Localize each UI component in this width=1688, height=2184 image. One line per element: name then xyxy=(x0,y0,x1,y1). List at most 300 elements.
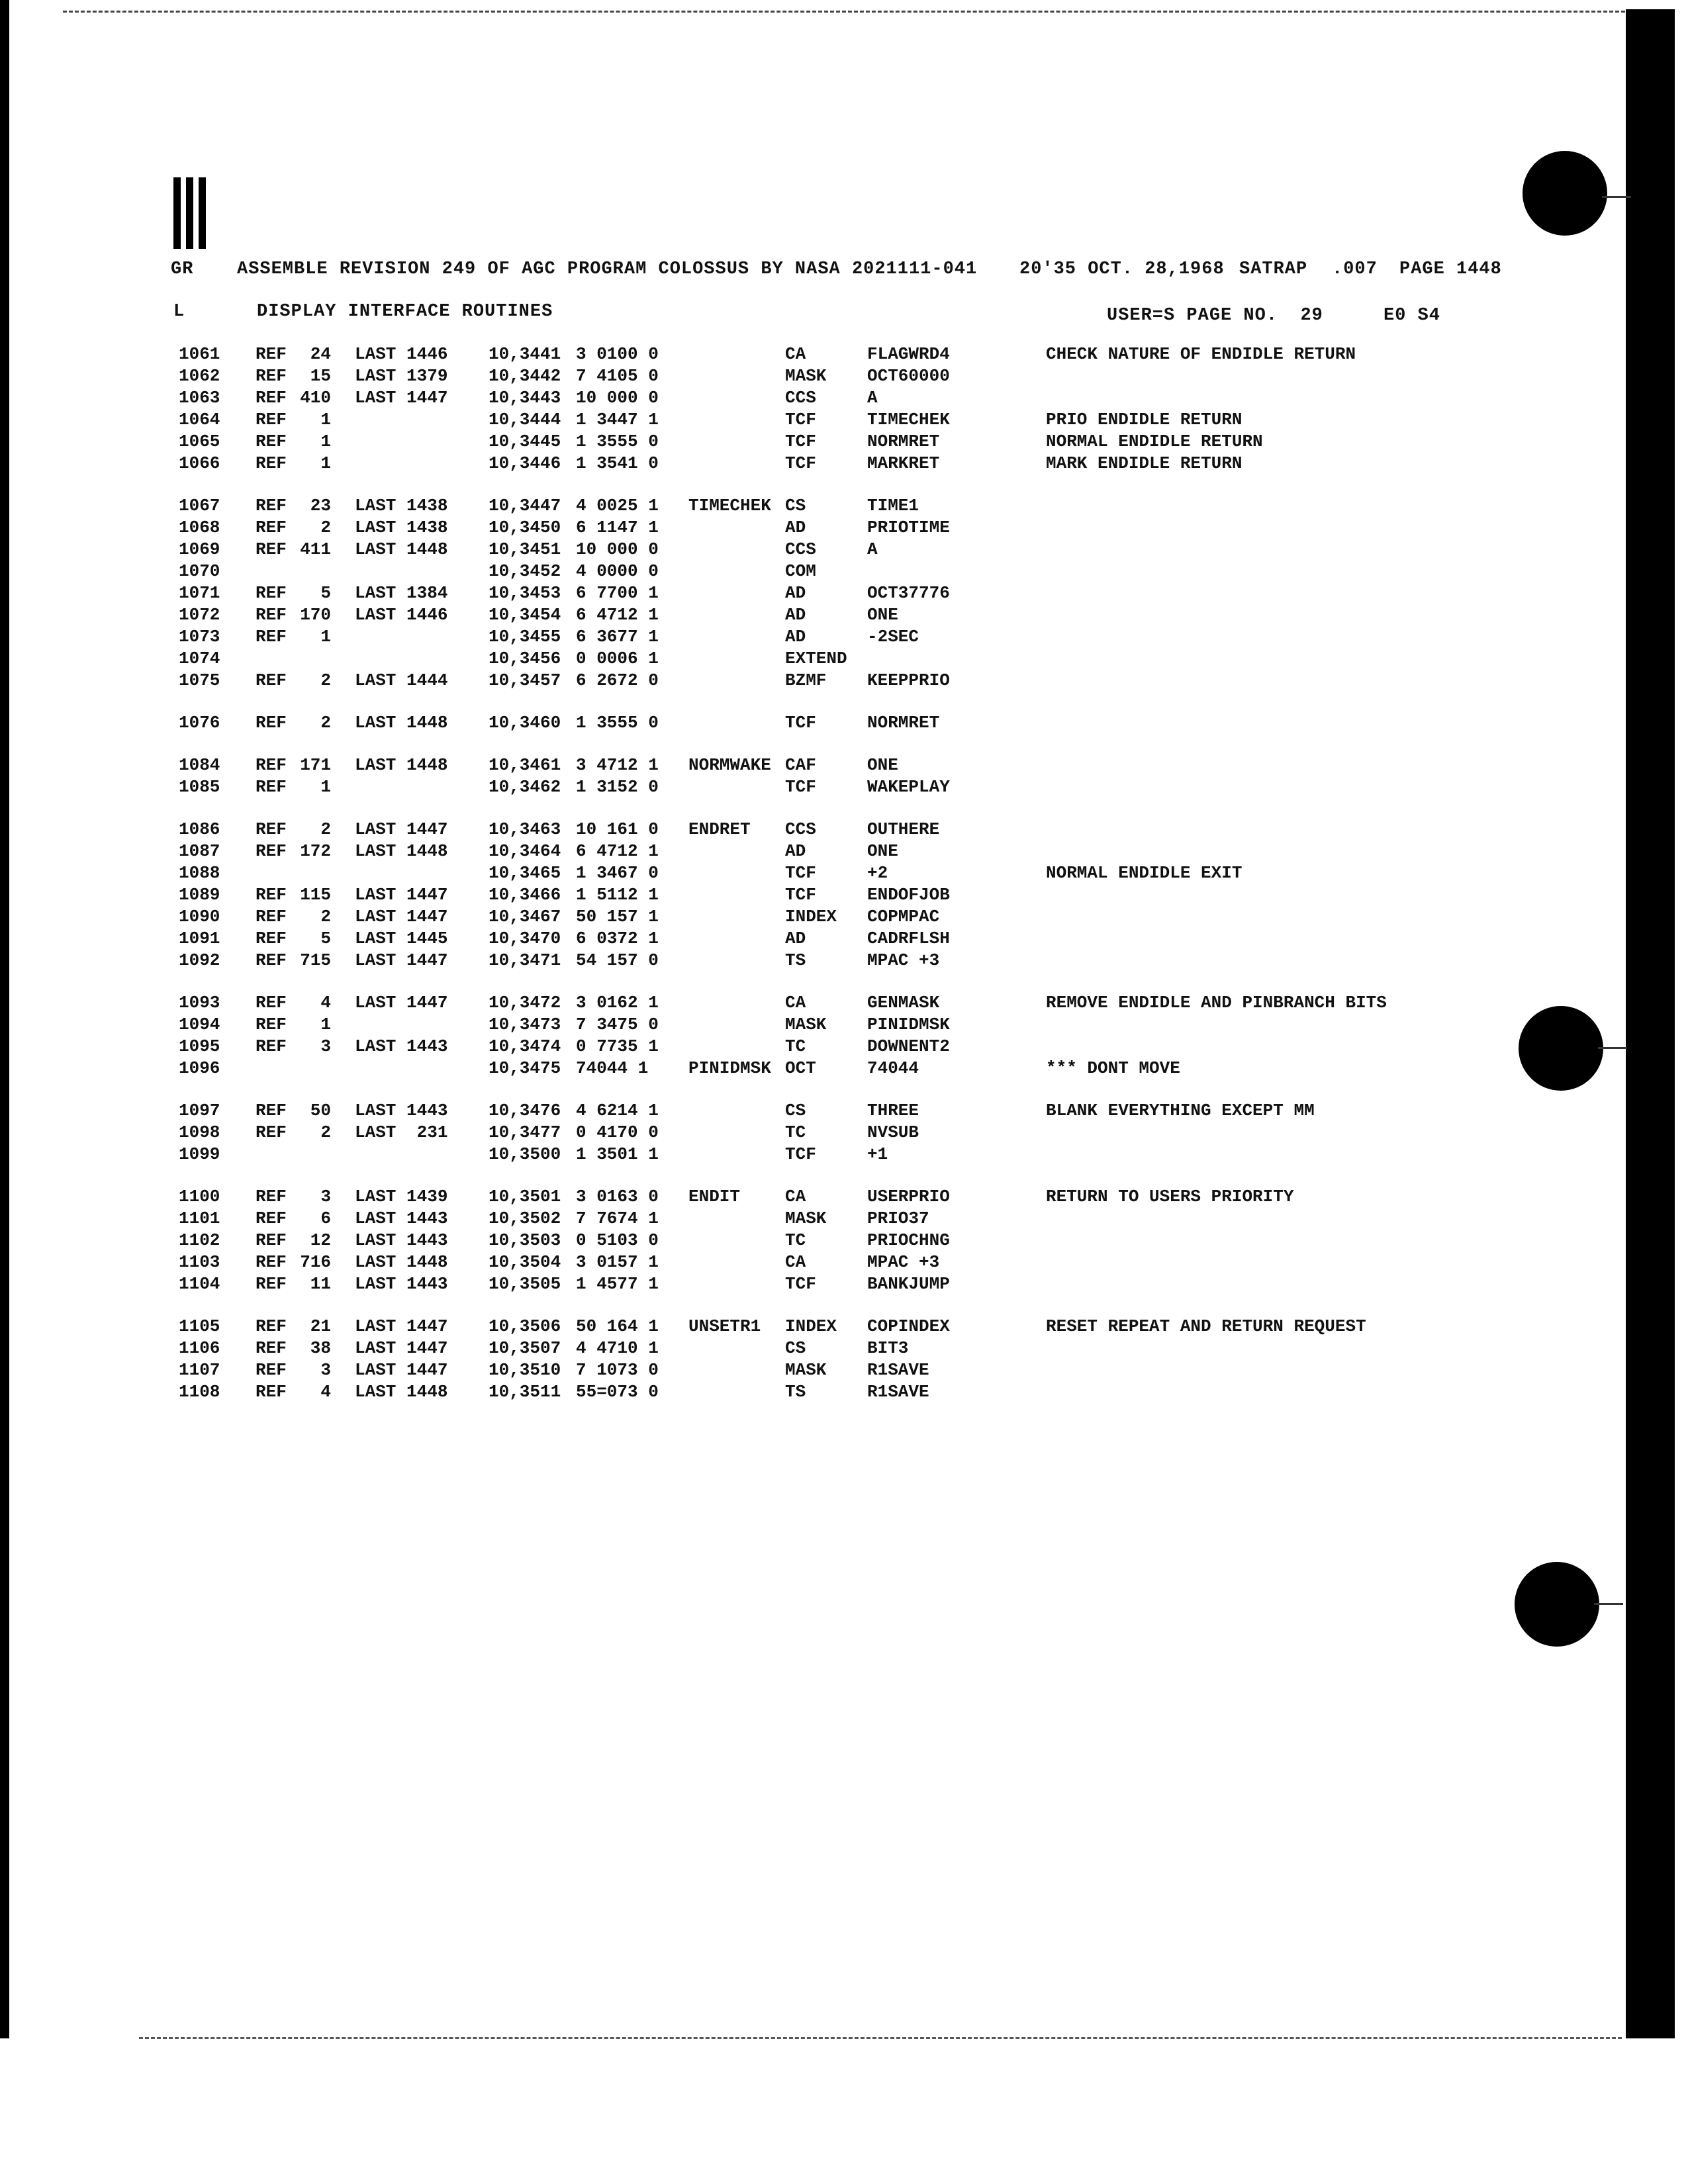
opcode: MASK xyxy=(785,1208,827,1228)
comment: REMOVE ENDIDLE AND PINBRANCH BITS xyxy=(1046,993,1387,1013)
address: 10,3507 xyxy=(489,1338,561,1358)
ref-tag: REF xyxy=(256,627,287,647)
line-number: 1065 xyxy=(179,432,220,451)
last-ref: LAST 1447 xyxy=(355,950,448,970)
listing-row xyxy=(0,344,1622,366)
object-code: 1 3555 0 xyxy=(576,432,659,451)
opcode: TCF xyxy=(785,453,816,473)
listing-row xyxy=(0,432,1622,453)
section-marker: L xyxy=(173,302,185,322)
code-tag: E0 S4 xyxy=(1383,306,1441,326)
last-ref: LAST 1438 xyxy=(355,496,448,516)
operand: A xyxy=(867,539,878,559)
ref-tag: REF xyxy=(256,518,287,537)
opcode: CS xyxy=(785,1101,806,1120)
line-number: 1076 xyxy=(179,713,220,733)
ref-tag: REF xyxy=(256,907,287,927)
last-ref: LAST 231 xyxy=(355,1122,448,1142)
listing-row xyxy=(0,777,1622,799)
listing-row xyxy=(0,1360,1622,1382)
listing-row xyxy=(0,561,1622,583)
line-number: 1099 xyxy=(179,1144,220,1164)
last-ref: LAST 1446 xyxy=(355,344,448,364)
group-gap xyxy=(0,1296,1622,1316)
opcode: TC xyxy=(785,1122,806,1142)
program-name: SATRAP xyxy=(1239,259,1308,279)
last-ref: LAST 1443 xyxy=(355,1036,448,1056)
ref-tag: REF xyxy=(256,1316,287,1336)
address: 10,3471 xyxy=(489,950,561,970)
line-number: 1061 xyxy=(179,344,220,364)
ref-tag: REF xyxy=(256,410,287,430)
operand: CADRFLSH xyxy=(867,929,950,948)
ref-tag: REF xyxy=(256,605,287,625)
address: 10,3511 xyxy=(489,1382,561,1402)
ref-tag: REF xyxy=(256,453,287,473)
operand: +2 xyxy=(867,863,888,883)
opcode: CAF xyxy=(785,755,816,775)
listing-row xyxy=(0,649,1622,670)
object-code: 4 4710 1 xyxy=(576,1338,659,1358)
operand: OUTHERE xyxy=(867,819,940,839)
address: 10,3445 xyxy=(489,432,561,451)
line-number: 1106 xyxy=(179,1338,220,1358)
listing-row xyxy=(0,755,1622,777)
address: 10,3444 xyxy=(489,410,561,430)
operand: THREE xyxy=(867,1101,919,1120)
line-number: 1092 xyxy=(179,950,220,970)
group-gap xyxy=(0,972,1622,993)
object-code: 3 4712 1 xyxy=(576,755,659,775)
listing-row xyxy=(0,1274,1622,1296)
opcode: INDEX xyxy=(785,907,837,927)
address: 10,3505 xyxy=(489,1274,561,1294)
line-number: 1084 xyxy=(179,755,220,775)
operand: KEEPPRIO xyxy=(867,670,950,690)
ref-count: 6 xyxy=(320,1208,331,1228)
ref-count: 410 xyxy=(300,388,331,408)
last-ref: LAST 1447 xyxy=(355,819,448,839)
opcode: TCF xyxy=(785,1274,816,1294)
object-code: 1 3541 0 xyxy=(576,453,659,473)
ref-tag: REF xyxy=(256,713,287,733)
line-number: 1098 xyxy=(179,1122,220,1142)
opcode: BZMF xyxy=(785,670,827,690)
line-number: 1095 xyxy=(179,1036,220,1056)
operand: TIMECHEK xyxy=(867,410,950,430)
listing-row xyxy=(0,907,1622,929)
address: 10,3447 xyxy=(489,496,561,516)
line-number: 1100 xyxy=(179,1187,220,1206)
address: 10,3443 xyxy=(489,388,561,408)
object-code: 0 5103 0 xyxy=(576,1230,659,1250)
operand: ONE xyxy=(867,605,898,625)
last-ref: LAST 1447 xyxy=(355,1360,448,1380)
address: 10,3462 xyxy=(489,777,561,797)
last-ref: LAST 1448 xyxy=(355,755,448,775)
opcode: TCF xyxy=(785,1144,816,1164)
operand: ENDOFJOB xyxy=(867,885,950,905)
ref-tag: REF xyxy=(256,1101,287,1120)
object-code: 1 5112 1 xyxy=(576,885,659,905)
opcode: TCF xyxy=(785,863,816,883)
object-code: 1 3501 1 xyxy=(576,1144,659,1164)
opcode: CCS xyxy=(785,819,816,839)
operand: MPAC +3 xyxy=(867,950,940,970)
listing-row xyxy=(0,366,1622,388)
comment: BLANK EVERYTHING EXCEPT MM xyxy=(1046,1101,1315,1120)
ref-count: 3 xyxy=(320,1036,331,1056)
object-code: 4 6214 1 xyxy=(576,1101,659,1120)
line-number: 1091 xyxy=(179,929,220,948)
object-code: 50 164 1 xyxy=(576,1316,659,1336)
tear-line-bottom xyxy=(139,2037,1622,2039)
ref-count: 1 xyxy=(320,432,331,451)
object-code: 4 0000 0 xyxy=(576,561,659,581)
address: 10,3452 xyxy=(489,561,561,581)
group-gap xyxy=(0,475,1622,496)
address: 10,3446 xyxy=(489,453,561,473)
user-page-number: USER=S PAGE NO. 29 xyxy=(1107,306,1323,326)
operand: NVSUB xyxy=(867,1122,919,1142)
opcode: CA xyxy=(785,344,806,364)
address: 10,3454 xyxy=(489,605,561,625)
ref-count: 2 xyxy=(320,518,331,537)
line-number: 1094 xyxy=(179,1015,220,1034)
object-code: 0 4170 0 xyxy=(576,1122,659,1142)
group-gap xyxy=(0,1166,1622,1187)
line-number: 1072 xyxy=(179,605,220,625)
object-code: 1 4577 1 xyxy=(576,1274,659,1294)
line-number: 1068 xyxy=(179,518,220,537)
operand: 74044 xyxy=(867,1058,919,1078)
address: 10,3473 xyxy=(489,1015,561,1034)
address: 10,3504 xyxy=(489,1252,561,1272)
address: 10,3470 xyxy=(489,929,561,948)
group-gap xyxy=(0,799,1622,819)
ref-count: 50 xyxy=(310,1101,331,1120)
line-number: 1062 xyxy=(179,366,220,386)
ref-count: 2 xyxy=(320,907,331,927)
operand: R1SAVE xyxy=(867,1360,929,1380)
listing-row xyxy=(0,1101,1622,1122)
symbol-label: ENDIT xyxy=(688,1187,741,1206)
last-ref: LAST 1448 xyxy=(355,713,448,733)
comment: MARK ENDIDLE RETURN xyxy=(1046,453,1243,473)
ref-count: 2 xyxy=(320,1122,331,1142)
object-code: 1 3467 0 xyxy=(576,863,659,883)
punch-hole-top xyxy=(1523,151,1607,236)
line-number: 1090 xyxy=(179,907,220,927)
object-code: 6 1147 1 xyxy=(576,518,659,537)
ref-tag: REF xyxy=(256,950,287,970)
line-number: 1101 xyxy=(179,1208,220,1228)
opcode: MASK xyxy=(785,1360,827,1380)
listing-row xyxy=(0,388,1622,410)
ref-count: 1 xyxy=(320,1015,331,1034)
last-ref: LAST 1443 xyxy=(355,1101,448,1120)
listing-row xyxy=(0,950,1622,972)
line-number: 1085 xyxy=(179,777,220,797)
listing-row xyxy=(0,1316,1622,1338)
listing-row xyxy=(0,863,1622,885)
ref-tag: REF xyxy=(256,1252,287,1272)
listing-row xyxy=(0,1187,1622,1208)
opcode: TCF xyxy=(785,432,816,451)
operand: OCT37776 xyxy=(867,583,950,603)
ref-count: 1 xyxy=(320,453,331,473)
last-ref: LAST 1438 xyxy=(355,518,448,537)
ref-count: 23 xyxy=(310,496,331,516)
opcode: CS xyxy=(785,496,806,516)
listing-row xyxy=(0,627,1622,649)
ref-count: 115 xyxy=(300,885,331,905)
ref-tag: REF xyxy=(256,1122,287,1142)
operand: +1 xyxy=(867,1144,888,1164)
opcode: AD xyxy=(785,929,806,948)
listing-row xyxy=(0,496,1622,518)
line-number: 1086 xyxy=(179,819,220,839)
object-code: 7 4105 0 xyxy=(576,366,659,386)
object-code: 55=073 0 xyxy=(576,1382,659,1402)
ref-tag: REF xyxy=(256,583,287,603)
ref-count: 12 xyxy=(310,1230,331,1250)
ref-count: 1 xyxy=(320,627,331,647)
address: 10,3501 xyxy=(489,1187,561,1206)
address: 10,3461 xyxy=(489,755,561,775)
comment: NORMAL ENDIDLE EXIT xyxy=(1046,863,1243,883)
ref-count: 716 xyxy=(300,1252,331,1272)
opcode: TS xyxy=(785,1382,806,1402)
punch-hole-tick xyxy=(1602,196,1631,198)
line-number: 1107 xyxy=(179,1360,220,1380)
object-code: 0 7735 1 xyxy=(576,1036,659,1056)
line-number: 1088 xyxy=(179,863,220,883)
last-ref: LAST 1443 xyxy=(355,1274,448,1294)
ref-count: 171 xyxy=(300,755,331,775)
line-number: 1089 xyxy=(179,885,220,905)
object-code: 6 4712 1 xyxy=(576,605,659,625)
opcode: INDEX xyxy=(785,1316,837,1336)
last-ref: LAST 1443 xyxy=(355,1208,448,1228)
operand: DOWNENT2 xyxy=(867,1036,950,1056)
scan-edge-right xyxy=(1626,9,1675,2038)
last-ref: LAST 1448 xyxy=(355,1382,448,1402)
listing-row xyxy=(0,453,1622,475)
ref-tag: REF xyxy=(256,929,287,948)
listing xyxy=(0,344,1622,1404)
line-number: 1108 xyxy=(179,1382,220,1402)
operand: PINIDMSK xyxy=(867,1015,950,1034)
ref-tag: REF xyxy=(256,777,287,797)
opcode: AD xyxy=(785,583,806,603)
opcode: AD xyxy=(785,627,806,647)
last-ref: LAST 1384 xyxy=(355,583,448,603)
ref-tag: REF xyxy=(256,1230,287,1250)
address: 10,3502 xyxy=(489,1208,561,1228)
operand: NORMRET xyxy=(867,432,940,451)
comment: CHECK NATURE OF ENDIDLE RETURN xyxy=(1046,344,1356,364)
opcode: OCT xyxy=(785,1058,816,1078)
last-ref: LAST 1447 xyxy=(355,907,448,927)
object-code: 7 7674 1 xyxy=(576,1208,659,1228)
object-code: 74044 1 xyxy=(576,1058,649,1078)
address: 10,3466 xyxy=(489,885,561,905)
comment: RETURN TO USERS PRIORITY xyxy=(1046,1187,1294,1206)
ref-tag: REF xyxy=(256,496,287,516)
object-code: 6 0372 1 xyxy=(576,929,659,948)
listing-row xyxy=(0,713,1622,735)
ref-count: 11 xyxy=(310,1274,331,1294)
object-code: 4 0025 1 xyxy=(576,496,659,516)
ref-tag: REF xyxy=(256,885,287,905)
last-ref: LAST 1379 xyxy=(355,366,448,386)
last-ref: LAST 1447 xyxy=(355,388,448,408)
opcode: AD xyxy=(785,605,806,625)
operand: MARKRET xyxy=(867,453,940,473)
operand: BANKJUMP xyxy=(867,1274,950,1294)
opcode: CA xyxy=(785,1252,806,1272)
listing-row xyxy=(0,1122,1622,1144)
object-code: 6 7700 1 xyxy=(576,583,659,603)
ref-count: 4 xyxy=(320,1382,331,1402)
ref-count: 172 xyxy=(300,841,331,861)
ref-tag: REF xyxy=(256,388,287,408)
object-code: 1 3555 0 xyxy=(576,713,659,733)
ref-count: 2 xyxy=(320,713,331,733)
section-title: DISPLAY INTERFACE ROUTINES xyxy=(257,302,553,322)
line-number: 1102 xyxy=(179,1230,220,1250)
opcode: TC xyxy=(785,1230,806,1250)
ref-tag: REF xyxy=(256,993,287,1013)
line-number: 1104 xyxy=(179,1274,220,1294)
address: 10,3456 xyxy=(489,649,561,668)
opcode: CCS xyxy=(785,539,816,559)
ref-tag: REF xyxy=(256,1360,287,1380)
operand: OCT60000 xyxy=(867,366,950,386)
operand: ONE xyxy=(867,755,898,775)
ref-count: 411 xyxy=(300,539,331,559)
ref-count: 3 xyxy=(320,1187,331,1206)
operand: MPAC +3 xyxy=(867,1252,940,1272)
operand: PRIOCHNG xyxy=(867,1230,950,1250)
ref-tag: REF xyxy=(256,1382,287,1402)
listing-row xyxy=(0,1382,1622,1404)
line-number: 1071 xyxy=(179,583,220,603)
opcode: CA xyxy=(785,1187,806,1206)
operand: A xyxy=(867,388,878,408)
ref-count: 4 xyxy=(320,993,331,1013)
opcode: CCS xyxy=(785,388,816,408)
timestamp: 20'35 OCT. 28,1968 xyxy=(1019,259,1225,279)
address: 10,3442 xyxy=(489,366,561,386)
last-ref: LAST 1447 xyxy=(355,1338,448,1358)
line-number: 1064 xyxy=(179,410,220,430)
page-mark: GR xyxy=(171,259,194,279)
address: 10,3503 xyxy=(489,1230,561,1250)
ref-count: 2 xyxy=(320,670,331,690)
operand: TIME1 xyxy=(867,496,919,516)
last-ref: LAST 1448 xyxy=(355,1252,448,1272)
address: 10,3510 xyxy=(489,1360,561,1380)
ref-tag: REF xyxy=(256,1036,287,1056)
last-ref: LAST 1444 xyxy=(355,670,448,690)
object-code: 7 1073 0 xyxy=(576,1360,659,1380)
line-number: 1096 xyxy=(179,1058,220,1078)
line-number: 1069 xyxy=(179,539,220,559)
listing-row xyxy=(0,1252,1622,1274)
comment: PRIO ENDIDLE RETURN xyxy=(1046,410,1243,430)
operand: FLAGWRD4 xyxy=(867,344,950,364)
group-gap xyxy=(0,735,1622,755)
opcode: AD xyxy=(785,841,806,861)
last-ref: LAST 1447 xyxy=(355,885,448,905)
opcode: TCF xyxy=(785,885,816,905)
last-ref: LAST 1447 xyxy=(355,993,448,1013)
object-code: 1 3152 0 xyxy=(576,777,659,797)
line-number: 1093 xyxy=(179,993,220,1013)
ref-tag: REF xyxy=(256,1015,287,1034)
line-number: 1097 xyxy=(179,1101,220,1120)
symbol-label: PINIDMSK xyxy=(688,1058,771,1078)
object-code: 50 157 1 xyxy=(576,907,659,927)
symbol-label: TIMECHEK xyxy=(688,496,771,516)
ref-tag: REF xyxy=(256,1338,287,1358)
address: 10,3500 xyxy=(489,1144,561,1164)
ref-tag: REF xyxy=(256,1208,287,1228)
ref-tag: REF xyxy=(256,432,287,451)
opcode: CS xyxy=(785,1338,806,1358)
line-number: 1075 xyxy=(179,670,220,690)
operand: PRIOTIME xyxy=(867,518,950,537)
ref-count: 1 xyxy=(320,777,331,797)
ref-tag: REF xyxy=(256,819,287,839)
ref-tag: REF xyxy=(256,841,287,861)
listing-row xyxy=(0,670,1622,692)
object-code: 3 0157 1 xyxy=(576,1252,659,1272)
object-code: 10 000 0 xyxy=(576,539,659,559)
object-code: 0 0006 1 xyxy=(576,649,659,668)
line-number: 1087 xyxy=(179,841,220,861)
ref-count: 15 xyxy=(310,366,331,386)
listing-row xyxy=(0,1015,1622,1036)
opcode: TCF xyxy=(785,410,816,430)
last-ref: LAST 1443 xyxy=(355,1230,448,1250)
listing-row xyxy=(0,518,1622,539)
operand: GENMASK xyxy=(867,993,940,1013)
ref-tag: REF xyxy=(256,755,287,775)
object-code: 3 0100 0 xyxy=(576,344,659,364)
address: 10,3464 xyxy=(489,841,561,861)
opcode: CA xyxy=(785,993,806,1013)
line-number: 1067 xyxy=(179,496,220,516)
line-number: 1103 xyxy=(179,1252,220,1272)
ref-count: 2 xyxy=(320,819,331,839)
listing-row xyxy=(0,819,1622,841)
line-number: 1070 xyxy=(179,561,220,581)
ref-tag: REF xyxy=(256,539,287,559)
object-code: 3 0163 0 xyxy=(576,1187,659,1206)
ref-count: 5 xyxy=(320,929,331,948)
opcode: MASK xyxy=(785,366,827,386)
operand: COPINDEX xyxy=(867,1316,950,1336)
ref-count: 3 xyxy=(320,1360,331,1380)
address: 10,3457 xyxy=(489,670,561,690)
symbol-label: NORMWAKE xyxy=(688,755,771,775)
ref-count: 1 xyxy=(320,410,331,430)
ref-count: 5 xyxy=(320,583,331,603)
listing-row xyxy=(0,1338,1622,1360)
